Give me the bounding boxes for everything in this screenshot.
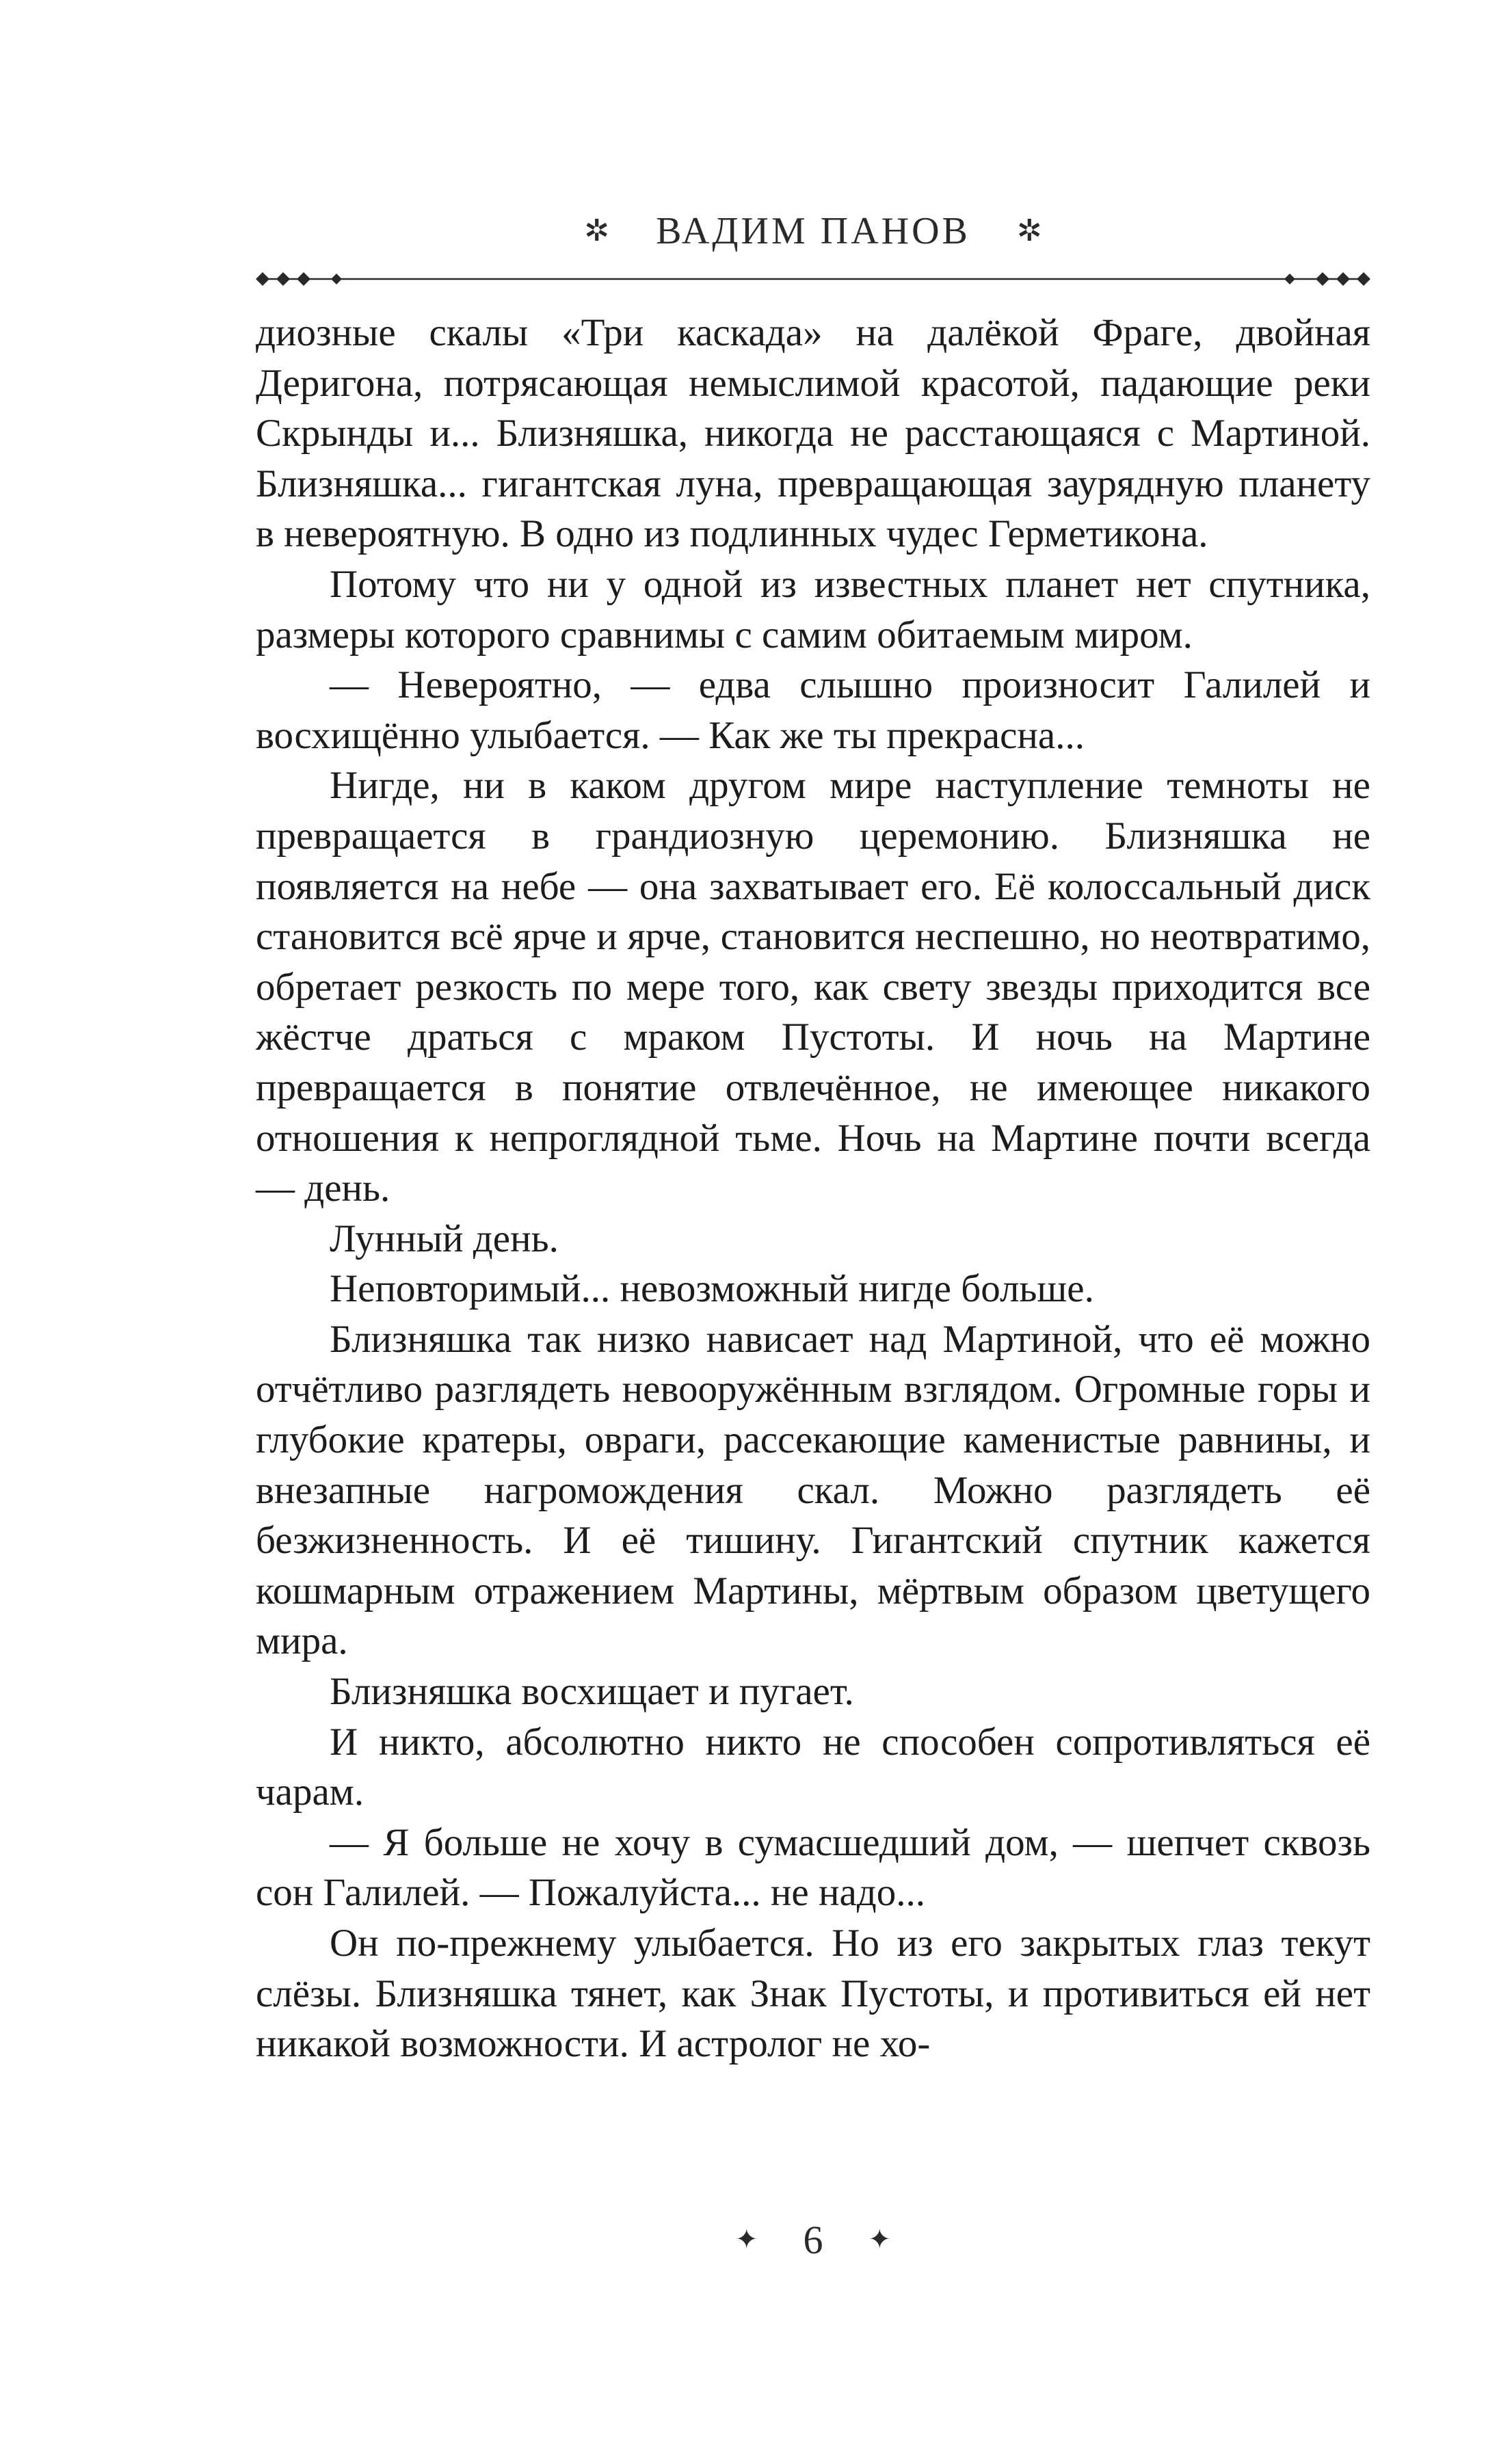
left-footer-star-icon: ✦: [734, 2224, 758, 2255]
left-ornament-icon: ✲: [584, 214, 610, 248]
author-name: ВАДИМ ПАНОВ: [656, 210, 970, 252]
paragraph: — Невероятно, — едва слышно произносит Галилей и восхищённо улыбается. — Как же ты прекрасна...: [256, 663, 1370, 757]
paragraph: Потому что ни у одной из известных планет нет спутника, размеры которого сравнимы с самим обитаемым миром.: [256, 562, 1370, 656]
paragraph: — Я больше не хочу в сумасшедший дом, — шепчет сквозь сон Галилей. — Пожалуйста... не надо...: [256, 1820, 1370, 1915]
page-number: 6: [803, 2217, 823, 2262]
right-ornament-icon: ✲: [1016, 214, 1042, 248]
paragraph: Близняшка так низко нависает над Мартиной, что её можно отчётливо разглядеть невооружённым взглядом. Огромные горы и глубокие кратеры, овраги, рассекающие каменистые равнины, и внезапные нагромождения скал. Можно разглядеть её безжизненность. И её тишину. Гигантский спутник кажется кошмарным отражением Мартины, мёртвым образом цветущего мира.: [256, 1317, 1370, 1663]
paragraph: Он по-прежнему улыбается. Но из его закрытых глаз текут слёзы. Близняшка тянет, как Знак Пустоты, и противиться ей нет никакой возможности. И астролог не хо-: [256, 1922, 1370, 2066]
paragraph: И никто, абсолютно никто не способен сопротивляться её чарам.: [256, 1720, 1370, 1814]
running-header-title-row: [256, 204, 1370, 258]
body-text: [256, 308, 1370, 2069]
paragraph: Лунный день.: [330, 1217, 559, 1260]
paragraph: Близняшка восхищает и пугает.: [330, 1670, 854, 1714]
page-footer: [256, 2212, 1370, 2267]
paragraph: Нигде, ни в каком другом мире наступление темноты не превращается в грандиозную церемонию. Близняшка не появляется на небе — она захватывает его. Её колоссальный диск становится всё ярче и ярче, становится неспешно, но неотвратимо, обретает резкость по мере того, как свету звезды приходится все жёстче драться с мраком Пустоты. И ночь на Мартине превращается в понятие отвлечённое, не имеющее никакого отношения к непроглядной тьме. Ночь на Мартине почти всегда — день.: [256, 764, 1370, 1210]
header-rule: [256, 265, 1370, 293]
running-header: [256, 204, 1370, 300]
paragraph: Неповторимый... невозможный нигде больше.: [330, 1267, 1094, 1311]
paragraph: диозные скалы «Три каскада» на далёкой Фраге, двойная Деригона, потрясающая немыслимой красотой, падающие реки Скрынды и... Близняшка, никогда не расстающаяся с Мартиной. Близняшка... гигантская луна, превращающая заурядную планету в невероятную. В одно из подлинных чудес Герметикона.: [256, 311, 1370, 556]
header-rule-ornament: [256, 265, 1370, 293]
right-footer-star-icon: ✦: [868, 2224, 892, 2255]
